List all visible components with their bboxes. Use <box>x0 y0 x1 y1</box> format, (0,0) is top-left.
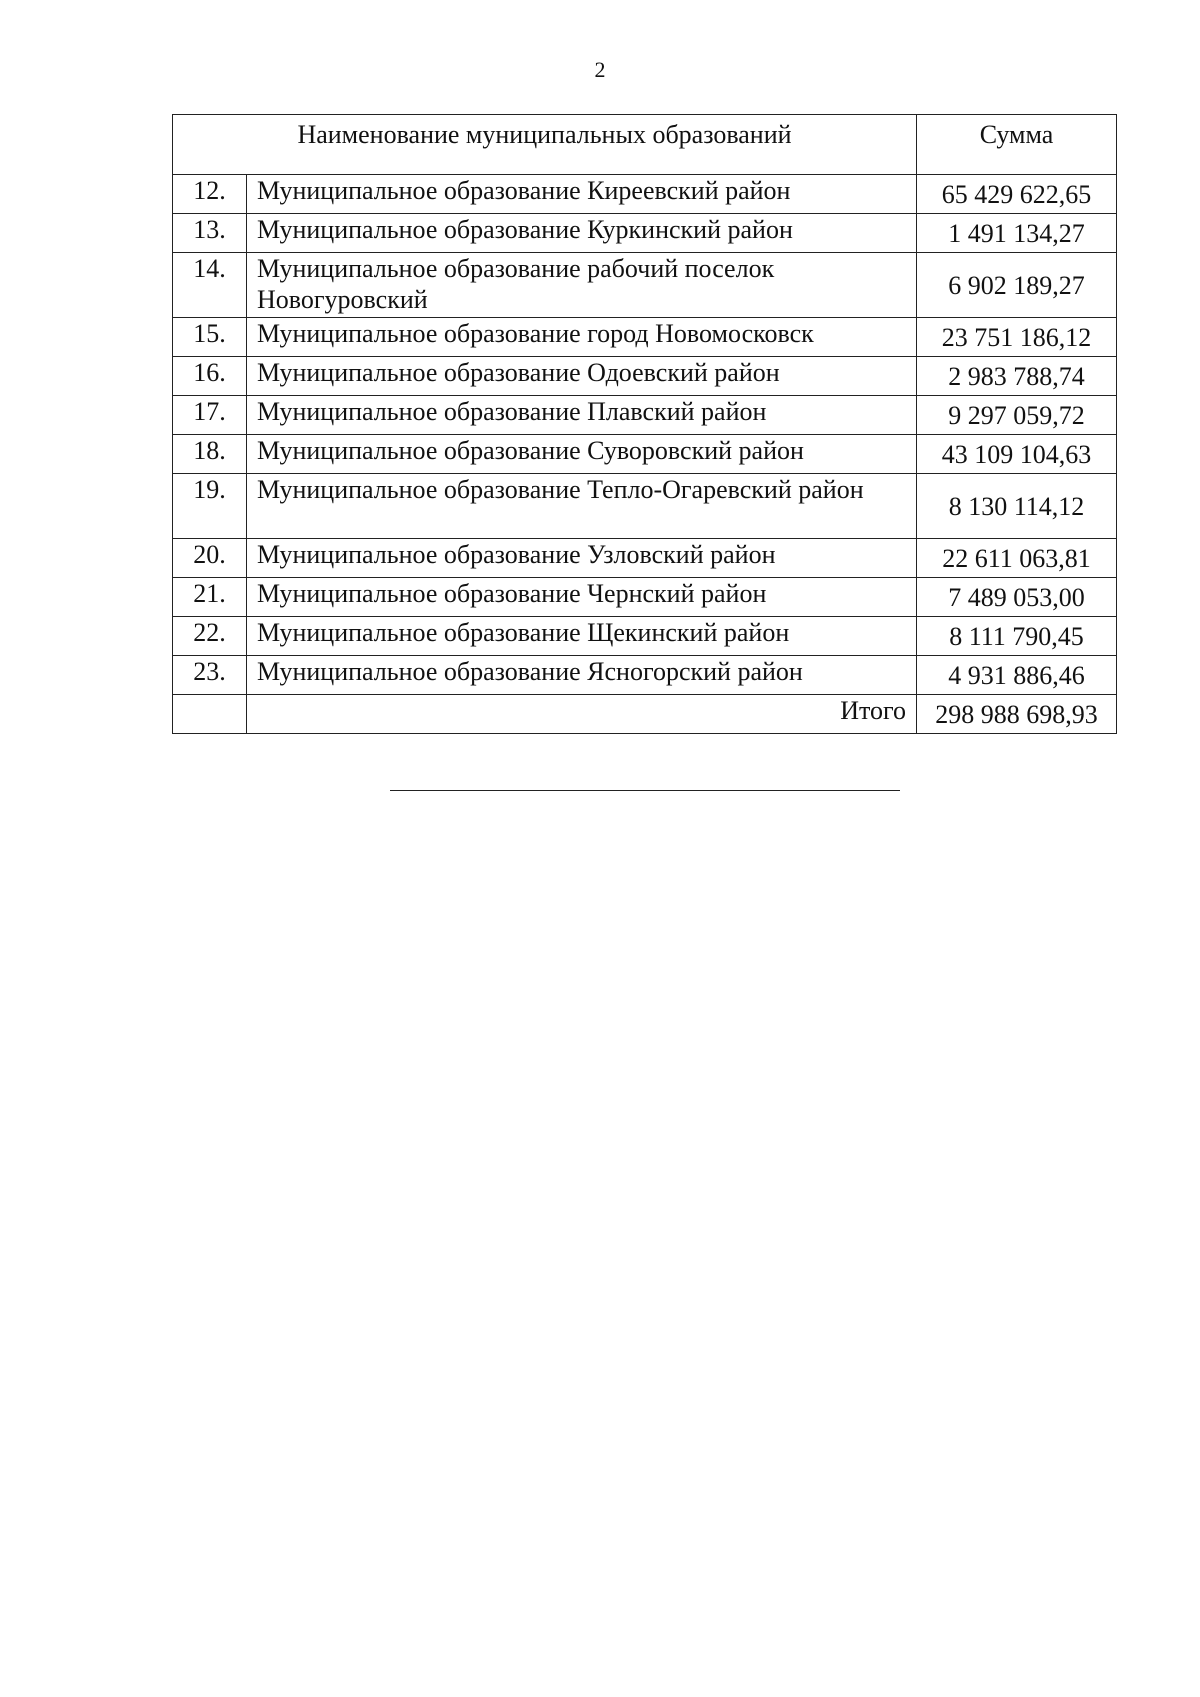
municipality-name: Муниципальное образование Ясногорский район <box>247 656 917 695</box>
municipality-name: Муниципальное образование Щекинский район <box>247 617 917 656</box>
row-number: 17. <box>173 396 247 435</box>
row-number: 20. <box>173 539 247 578</box>
row-sum: 9 297 059,72 <box>917 396 1117 435</box>
page-number: 2 <box>594 57 606 82</box>
total-empty-cell <box>173 695 247 734</box>
table-row <box>173 396 1117 435</box>
municipality-name: Муниципальное образование Одоевский район <box>247 357 917 396</box>
municipality-name: Муниципальное образование город Новомосковск <box>247 318 917 357</box>
table-row <box>173 435 1117 474</box>
row-sum: 1 491 134,27 <box>917 214 1117 253</box>
row-sum: 2 983 788,74 <box>917 357 1117 396</box>
table-row <box>173 357 1117 396</box>
table-row <box>173 578 1117 617</box>
table-row <box>173 617 1117 656</box>
row-number: 22. <box>173 617 247 656</box>
total-label: Итого <box>247 695 917 734</box>
row-sum: 43 109 104,63 <box>917 435 1117 474</box>
municipality-name: Муниципальное образование Киреевский район <box>247 175 917 214</box>
end-of-document-rule <box>390 790 900 791</box>
row-number: 13. <box>173 214 247 253</box>
table-row <box>173 318 1117 357</box>
municipality-name: Муниципальное образование Чернский район <box>247 578 917 617</box>
municipality-name: Муниципальное образование Узловский район <box>247 539 917 578</box>
row-sum: 7 489 053,00 <box>917 578 1117 617</box>
row-sum: 4 931 886,46 <box>917 656 1117 695</box>
row-number: 23. <box>173 656 247 695</box>
row-sum: 8 111 790,45 <box>917 617 1117 656</box>
row-sum: 23 751 186,12 <box>917 318 1117 357</box>
row-number: 19. <box>173 474 247 539</box>
table-row <box>173 175 1117 214</box>
total-row <box>173 695 1117 734</box>
municipality-name: Муниципальное образование Плавский район <box>247 396 917 435</box>
row-sum: 8 130 114,12 <box>917 474 1117 539</box>
total-sum: 298 988 698,93 <box>917 695 1117 734</box>
table-row <box>173 656 1117 695</box>
table-row <box>173 539 1117 578</box>
row-number: 12. <box>173 175 247 214</box>
municipality-name: Муниципальное образование рабочий поселок Новогуровский <box>247 253 917 318</box>
row-number: 14. <box>173 253 247 318</box>
allocation-table <box>172 114 1117 734</box>
municipality-name: Муниципальное образование Тепло-Огаревский район <box>247 474 917 539</box>
row-number: 21. <box>173 578 247 617</box>
table-row <box>173 474 1117 539</box>
row-number: 15. <box>173 318 247 357</box>
header-sum: Сумма <box>917 115 1117 175</box>
table-header-row <box>173 115 1117 175</box>
row-number: 18. <box>173 435 247 474</box>
municipality-name: Муниципальное образование Суворовский район <box>247 435 917 474</box>
table-row <box>173 214 1117 253</box>
row-sum: 65 429 622,65 <box>917 175 1117 214</box>
row-number: 16. <box>173 357 247 396</box>
row-sum: 6 902 189,27 <box>917 253 1117 318</box>
header-municipality-name: Наименование муниципальных образований <box>173 115 917 175</box>
row-sum: 22 611 063,81 <box>917 539 1117 578</box>
municipality-name: Муниципальное образование Куркинский район <box>247 214 917 253</box>
table-row <box>173 253 1117 318</box>
